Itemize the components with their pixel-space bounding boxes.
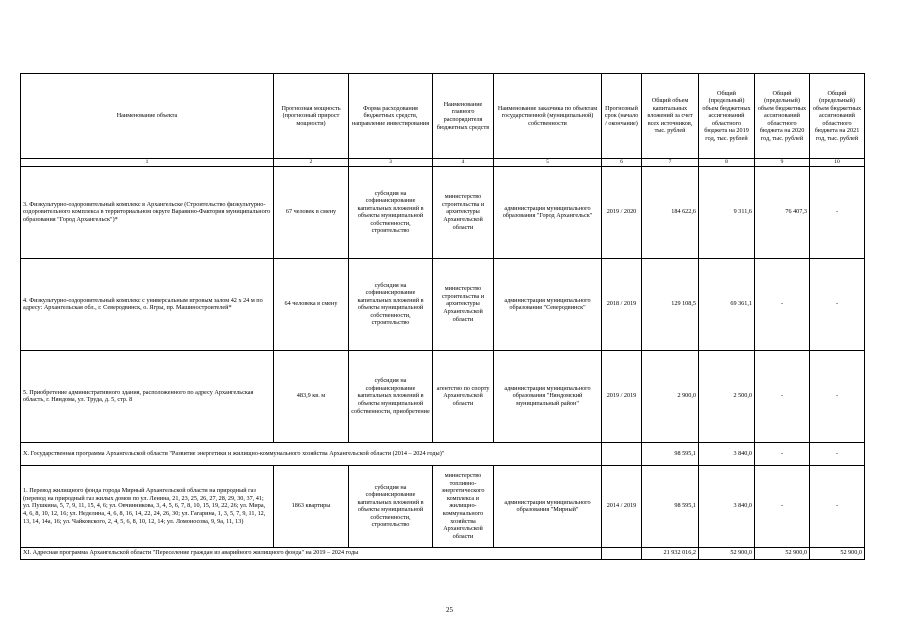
table-row <box>21 350 865 442</box>
object-customer: администрация муниципального образования "Северодвинск" <box>494 258 602 350</box>
object-2020: - <box>755 350 810 442</box>
object-term: 2019 / 2020 <box>602 166 642 258</box>
column-number: 10 <box>810 159 865 167</box>
section-row <box>21 442 865 465</box>
object-budget-manager: министерство строительства и архитектуры Архангельской области <box>433 258 494 350</box>
section-term <box>602 442 642 465</box>
object-spending-form: субсидия на софинансирование капитальных вложений в объекты муниципальной собственности, строительство <box>349 166 433 258</box>
object-2019: 3 840,0 <box>699 465 755 547</box>
object-2021: - <box>810 350 865 442</box>
column-number: 8 <box>699 159 755 167</box>
object-budget-manager: министерство строительства и архитектуры Архангельской области <box>433 166 494 258</box>
section-total: 21 932 016,2 <box>642 547 699 559</box>
column-number: 1 <box>21 159 274 167</box>
section-2021: - <box>810 442 865 465</box>
object-term: 2018 / 2019 <box>602 258 642 350</box>
object-total: 129 108,5 <box>642 258 699 350</box>
section-total: 98 595,1 <box>642 442 699 465</box>
object-2020: - <box>755 465 810 547</box>
object-budget-manager: министерство топливно-энергетического комплекса и жилищно-коммунального хозяйства Архангельской области <box>433 465 494 547</box>
object-2021: - <box>810 465 865 547</box>
object-capacity: 64 человека в смену <box>274 258 349 350</box>
section-term <box>602 547 642 559</box>
column-number: 4 <box>433 159 494 167</box>
header-customer: Наименование заказчика по объектам государственной (муниципальной) собственности <box>494 74 602 159</box>
column-number-row <box>21 159 865 167</box>
object-total: 98 595,1 <box>642 465 699 547</box>
object-2021: - <box>810 166 865 258</box>
object-2019: 69 361,1 <box>699 258 755 350</box>
table-row <box>21 258 865 350</box>
section-2020: 52 900,0 <box>755 547 810 559</box>
object-name: 4. Физкультурно-оздоровительный комплекс с универсальным игровым залом 42 x 24 м по адресу: Архангельская обл., г. Северодвинск, о. Ягры, пр. Машиностроителей* <box>21 258 274 350</box>
header-budget-2020: Общий (предельный) объем бюджетных ассигнований областного бюджета на 2020 год, тыс. рублей <box>755 74 810 159</box>
section-title: XI. Адресная программа Архангельской области "Переселение граждан из аварийного жилищного фонда" на 2019 – 2024 годы <box>21 547 602 559</box>
section-2019: 3 840,0 <box>699 442 755 465</box>
header-budget-manager: Наименование главного распорядителя бюджетных средств <box>433 74 494 159</box>
object-spending-form: субсидия на софинансирование капитальных вложений в объекты муниципальной собственности, строительство <box>349 258 433 350</box>
section-2021: 52 900,0 <box>810 547 865 559</box>
object-budget-manager: агентство по спорту Архангельской области <box>433 350 494 442</box>
object-total: 2 900,0 <box>642 350 699 442</box>
object-customer: администрация муниципального образования "Няндомский муниципальный район" <box>494 350 602 442</box>
header-budget-2021: Общий (предельный) объем бюджетных ассигнований областного бюджета на 2021 год, тыс. рублей <box>810 74 865 159</box>
header-row <box>21 74 865 159</box>
object-name: 5. Приобретение административного здания, расположенного по адресу Архангельская область, г. Няндома, ул. Труда, д. 5, стр. 8 <box>21 350 274 442</box>
header-budget-2019: Общий (предельный) объем бюджетных ассигнований областного бюджета на 2019 год, тыс. рублей <box>699 74 755 159</box>
capital-investments-table <box>20 73 865 560</box>
object-2019: 2 500,0 <box>699 350 755 442</box>
header-object-name: Наименование объекта <box>21 74 274 159</box>
column-number: 9 <box>755 159 810 167</box>
header-capacity: Прогнозная мощность (прогнозный прирост мощности) <box>274 74 349 159</box>
page-number: 25 <box>446 606 453 614</box>
object-customer: администрация муниципального образования "Город Архангельск" <box>494 166 602 258</box>
object-capacity: 483,9 кв. м <box>274 350 349 442</box>
object-total: 184 622,6 <box>642 166 699 258</box>
object-term: 2014 / 2019 <box>602 465 642 547</box>
header-term: Прогнозный срок (начало / окончание) <box>602 74 642 159</box>
object-capacity: 1863 квартиры <box>274 465 349 547</box>
object-name: 1. Перевод жилищного фонда города Мирный Архангельской области на природный газ (перевод на природный газ жилых домов по ул. Ленина, 21, 23, 25, 26, 27, 28, 29, 30, 37, 41; ул. Пушкина, 5, 7, 9, 11, 15, 4, 6; ул. Овчинникова, 3, 4, 5, 6, 7, 8, 10, 15, 19, 22, 26; ул. Мира, 4, 6, 8, 10, 12, 16; ул. Неделина, 4, 6, 8, 16, 14, 22, 24, 26, 30; ул. Гагарина, 1, 3, 5, 7, 9, 11, 12, 13, 14, 14а, 16; ул. Чайковского, 2, 4, 5, 6, 8, 10, 12, 14; ул. Ломоносова, 9, 9а, 11, 13) <box>21 465 274 547</box>
column-number: 7 <box>642 159 699 167</box>
section-2020: - <box>755 442 810 465</box>
table-row <box>21 465 865 547</box>
header-spending-form: Форма расходования бюджетных средств, направление инвестирования <box>349 74 433 159</box>
object-capacity: 67 человек в смену <box>274 166 349 258</box>
object-2019: 9 311,6 <box>699 166 755 258</box>
column-number: 2 <box>274 159 349 167</box>
table-row <box>21 166 865 258</box>
section-title: X. Государственная программа Архангельской области "Развитие энергетики и жилищно-коммунального хозяйства Архангельской области (2014 – 2024 годы)" <box>21 442 602 465</box>
column-number: 5 <box>494 159 602 167</box>
object-customer: администрация муниципального образования "Мирный" <box>494 465 602 547</box>
object-term: 2019 / 2019 <box>602 350 642 442</box>
object-spending-form: субсидия на софинансирование капитальных вложений в объекты муниципальной собственности, строительство <box>349 465 433 547</box>
object-2020: 76 407,3 <box>755 166 810 258</box>
section-row <box>21 547 865 559</box>
column-number: 3 <box>349 159 433 167</box>
object-spending-form: субсидия на софинансирование капитальных вложений в объекты муниципальной собственности, приобретение <box>349 350 433 442</box>
object-2020: - <box>755 258 810 350</box>
column-number: 6 <box>602 159 642 167</box>
header-total-volume: Общий объем капитальных вложений за счет всех источников, тыс. рублей <box>642 74 699 159</box>
object-name: 3. Физкультурно-оздоровительный комплекс в Архангельске (Строительство физкультурно-оздоровительного комплекса в территориальном округе Варавино-Фактория муниципального образования "Город Архангельск")* <box>21 166 274 258</box>
object-2021: - <box>810 258 865 350</box>
section-2019: 52 900,0 <box>699 547 755 559</box>
